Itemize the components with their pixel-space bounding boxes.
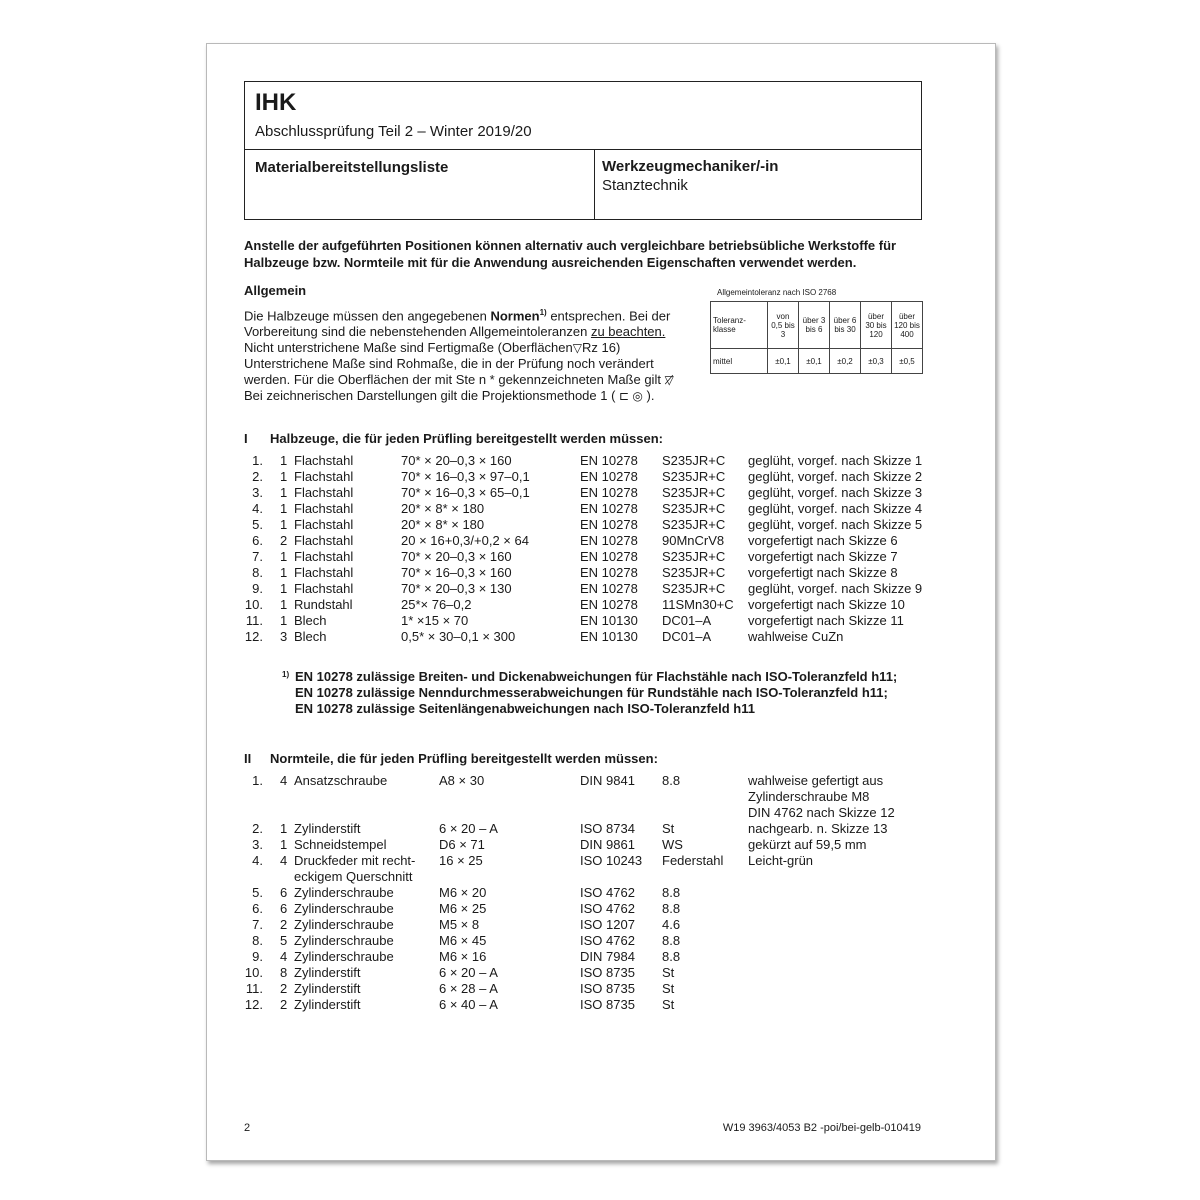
item-number: 12. (244, 629, 263, 644)
tolerance-value: ±0,1 (768, 349, 799, 374)
item-dimension: 0,5* × 30–0,1 × 300 (401, 629, 516, 644)
tolerance-value: ±0,1 (799, 349, 830, 374)
projection-method-icon: ⊏ ◎ (619, 389, 643, 404)
tolerance-range: über 30 bis 120 (861, 302, 892, 349)
item-number: 8. (252, 933, 263, 948)
item-name: Flachstahl (294, 485, 354, 500)
profession: Werkzeugmechaniker/-in (602, 158, 779, 175)
item-norm: EN 10278 (580, 453, 638, 468)
item-note: vorgefertigt nach Skizze 7 (748, 549, 898, 564)
item-norm: EN 10278 (580, 549, 638, 564)
item-dimension: 6 × 28 – A (439, 981, 498, 996)
item-material: 8.8 (662, 773, 681, 788)
item-dimension: 6 × 20 – A (439, 965, 498, 980)
item-dimension: M6 × 16 (439, 949, 487, 964)
item-norm: EN 10130 (580, 613, 638, 628)
item-name: Flachstahl (294, 469, 354, 484)
item-material: St (662, 821, 675, 836)
item-number: 2. (252, 469, 263, 484)
item-quantity: 6 (280, 901, 288, 916)
item-dimension: 1* ×15 × 70 (401, 613, 469, 628)
item-quantity: 2 (280, 533, 288, 548)
item-quantity: 1 (280, 565, 288, 580)
item-norm: ISO 8735 (580, 965, 635, 980)
item-note: nachgearb. n. Skizze 13 (748, 821, 888, 836)
item-material: St (662, 981, 675, 996)
header-divider (245, 149, 921, 150)
item-norm: EN 10278 (580, 597, 638, 612)
surface-symbol-icon: ▽ (572, 341, 582, 356)
item-number: 7. (252, 917, 263, 932)
general-line-5: werden. Für die Oberflächen der mit Ste n * gekennzeichneten Maße gilt ▽̸ (244, 372, 674, 388)
item-number: 10. (244, 965, 263, 980)
item-name: Zylinderschraube (294, 917, 394, 932)
item-dimension: M6 × 25 (439, 901, 487, 916)
item-note: wahlweise gefertigt aus (748, 773, 884, 788)
item-norm: EN 10278 (580, 501, 638, 516)
item-note-continued: DIN 4762 nach Skizze 12 (748, 805, 895, 820)
item-quantity: 1 (280, 821, 288, 836)
item-name: Flachstahl (294, 517, 354, 532)
item-quantity: 2 (280, 917, 288, 932)
general-line-4: Unterstrichene Maße sind Rohmaße, die in der Prüfung noch verändert (244, 356, 654, 372)
item-number: 7. (252, 549, 263, 564)
tolerance-value: ±0,2 (830, 349, 861, 374)
item-note: geglüht, vorgef. nach Skizze 5 (748, 517, 923, 532)
item-number: 3. (252, 837, 263, 852)
item-quantity: 1 (280, 501, 288, 516)
item-norm: ISO 4762 (580, 933, 635, 948)
item-number: 3. (252, 485, 263, 500)
item-material: 8.8 (662, 885, 681, 900)
item-note: vorgefertigt nach Skizze 8 (748, 565, 898, 580)
item-dimension: D6 × 71 (439, 837, 485, 852)
item-name: Flachstahl (294, 549, 354, 564)
general-line-6: Bei zeichnerischen Darstellungen gilt die Projektionsmethode 1 ( ⊏ ◎ ). (244, 388, 655, 404)
item-quantity: 4 (280, 773, 288, 788)
tolerance-value: ±0,5 (892, 349, 923, 374)
item-number: 11. (245, 613, 263, 628)
surface-any-icon: ▽̸ (664, 373, 674, 388)
item-number: 4. (252, 853, 263, 868)
item-dimension: 70* × 20–0,3 × 160 (401, 549, 512, 564)
item-quantity: 1 (280, 469, 288, 484)
item-number: 6. (252, 901, 263, 916)
item-name: Zylinderschraube (294, 901, 394, 916)
item-note: geglüht, vorgef. nach Skizze 3 (748, 485, 923, 500)
item-quantity: 1 (280, 485, 288, 500)
item-number: 9. (252, 949, 263, 964)
item-dimension: 70* × 16–0,3 × 97–0,1 (401, 469, 530, 484)
item-quantity: 1 (280, 453, 288, 468)
item-dimension: M5 × 8 (439, 917, 480, 932)
item-note: Leicht-grün (748, 853, 814, 868)
tolerance-table (710, 301, 923, 374)
item-name: Flachstahl (294, 581, 354, 596)
page-title: IHK (255, 89, 297, 116)
document-page: IHK Abschlussprüfung Teil 2 – Winter 2019/20 Materialbereitstellungsliste Werkzeugmechaniker/-in Stanztechnik Anstelle der aufgeführten Positionen können alternativ auch vergleichbare betriebsübliche Werkstoffe für Halbzeuge bzw. Normteile mit für die Anwendung ausreichenden Eigenschaften verwendet werden. Allgemein Die Halbzeuge müssen den angegebenen Normen$^{1)}$ entsprechen. Bei der Vorbereitung sind die nebenstehenden Allgemeintoleranzen zu beachten. Nicht unterstrichene Maße sind Fertigmaße (Oberflächen▽Rz 16) Unterstrichene Maße sind Rohmaße, die in der Prüfung noch verändert werden. Für die Oberflächen der mit Ste n * gekennzeichneten Maße gilt ▽̸ Bei zeichnerischen Darstellungen gilt die Projektionsmethode 1 ( ⊏ ◎ ). Allgemeintoleranz nach ISO 2768 Toleranz-klasse von 0,5 bis 3 über 3 bis 6 über 6 bis 30 über 30 bis 120 über 120 bis 400 mittel ±0,1 ±0,1 ±0,2 ±0,3 ±0,5 I Halbzeuge, die für jeden Prüfling bereitgestellt werden müssen: 1. 1 Flachstahl 70* × 20–0,3 × 160 EN 10278 S235JR+C geglüht, vorgef. nach Skizze 1 2. 1 Flachstahl 70* × 16–0,3 × 97–0,1 EN 10278 S235JR+C geglüht, vorgef. nach Skizze 2 3. 1 Flachstahl 70* × 16–0,3 × 65–0,1 EN 10278 S235JR+C geglüht, vorgef. nach Skizze 3 4. 1 Flachstahl 20* × 8* × 180 EN 10278 S235JR+C geglüht, vorgef. nach Skizze 4 5. 1 Flachstahl 20* × 8* × 180 EN 10278 S235JR+C geglüht, vorgef. nach Skizze 5 6. 2 Flachstahl 20 × 16+0,3/+0,2 × 64 EN 10278 90MnCrV8 vorgefertigt nach Skizze 6 7. 1 Flachstahl 70* × 20–0,3 × 160 EN 10278 S235JR+C vorgefertigt nach Skizze 7 8. 1 Flachstahl 70* × 16–0,3 × 160 EN 10278 S235JR+C vorgefertigt nach Skizze 8 9. 1 Flachstahl 70* × 20–0,3 × 130 EN 10278 S235JR+C geglüht, vorgef. nach Skizze 9 10. 1 Rundstahl 25*× 76–0,2 EN 10278 11SMn30+C vorgefertigt nach Skizze 10 11. 1 Blech 1* ×15 × 70 EN 10130 DC01–A vorgefertigt nach Skizze 11 12. 3 Blech 0,5* × 30–0,1 × 300 EN 10130 DC01–A wahlweise CuZn 1) EN 10278 zulässige Breiten- und Dickenabweichungen für Flachstähle nach ISO-Toleranzfeld h11; EN 10278 zulässige Nenndurchmesserabweichungen für Rundstähle nach ISO-Toleranzfeld h11; EN 10278 zulässige Seitenlängenabweichungen nach ISO-Toleranzfeld h11 II Normteile, die für jeden Prüfling bereitgestellt werden müssen: 1. 4 Ansatzschraube A8 × 30 DIN 9841 8.8 wahlweise gefertigt aus Zylinderschraube M8 DIN 4762 nach Skizze 12 2. 1 Zylinderstift 6 × 20 – A ISO 8734 St nachgearb. n. Skizze 13 3. 1 Schneidstempel D6 × 71 DIN 9861 WS gekürzt auf 59,5 mm 4. 4 Druckfeder mit recht- 16 × 25 ISO 10243 Federstahl Leicht-grün eckigem Querschnitt 5. 6 Zylinderschraube M6 × 20 ISO 4762 8.8 6. 6 Zylinderschraube M6 × 25 ISO 4762 8.8 7. 2 Zylinderschraube M5 × 8 ISO 1207 4.6 8. 5 Zylinderschraube M6 × 45 ISO 4762 8.8 9. 4 Zylinderschraube M6 × 16 DIN 7984 8.8 10. 8 Zylinderstift 6 × 20 – A ISO 8735 St 11. 2 Zylinderstift 6 × 28 – A ISO 8735 St 12. 2 Zylinderstift 6 × 40 – A ISO 8735 St 2 W19 3963/4053 B2 -poi/bei-gelb-010419 (206, 43, 996, 1161)
document-code: W19 3963/4053 B2 -poi/bei-gelb-010419 (722, 1122, 921, 1134)
item-material: 90MnCrV8 (662, 533, 725, 548)
item-norm: ISO 8735 (580, 981, 635, 996)
item-material: St (662, 997, 675, 1012)
general-line-2: Vorbereitung sind die nebenstehenden Allgemeintoleranzen zu beachten. (244, 324, 666, 340)
item-dimension: A8 × 30 (439, 773, 485, 788)
item-name: Blech (294, 613, 327, 628)
general-heading: Allgemein (244, 283, 307, 298)
item-dimension: 16 × 25 (439, 853, 483, 868)
item-norm: DIN 9861 (580, 837, 635, 852)
item-name: Flachstahl (294, 501, 354, 516)
item-name: Rundstahl (294, 597, 353, 612)
item-name: Zylinderstift (294, 981, 361, 996)
item-material: 4.6 (662, 917, 681, 932)
tolerance-caption: Allgemeintoleranz nach ISO 2768 (717, 288, 837, 297)
item-quantity: 1 (280, 837, 288, 852)
item-dimension: 20* × 8* × 180 (401, 501, 485, 516)
item-norm: ISO 10243 (580, 853, 643, 868)
item-dimension: 70* × 20–0,3 × 130 (401, 581, 512, 596)
item-name: Druckfeder mit recht- (294, 853, 416, 868)
item-number: 11. (245, 981, 263, 996)
item-material: 8.8 (662, 933, 681, 948)
item-quantity: 4 (280, 853, 288, 868)
item-note: geglüht, vorgef. nach Skizze 2 (748, 469, 923, 484)
item-number: 12. (244, 997, 263, 1012)
item-note: wahlweise CuZn (748, 629, 844, 644)
item-dimension: 6 × 20 – A (439, 821, 498, 836)
item-name: Schneidstempel (294, 837, 387, 852)
item-material: DC01–A (662, 613, 712, 628)
item-note: gekürzt auf 59,5 mm (748, 837, 867, 852)
item-material: Federstahl (662, 853, 724, 868)
item-number: 2. (252, 821, 263, 836)
item-dimension: 70* × 20–0,3 × 160 (401, 453, 512, 468)
item-number: 1. (252, 773, 263, 788)
item-quantity: 6 (280, 885, 288, 900)
item-norm: EN 10278 (580, 485, 638, 500)
item-quantity: 2 (280, 981, 288, 996)
tolerance-value: ±0,3 (861, 349, 892, 374)
item-material: 8.8 (662, 901, 681, 916)
item-material: S235JR+C (662, 485, 726, 500)
item-name: Zylinderschraube (294, 933, 394, 948)
general-line-3: Nicht unterstrichene Maße sind Fertigmaße (Oberflächen▽Rz 16) (244, 340, 621, 356)
item-material: S235JR+C (662, 469, 726, 484)
item-name: Zylinderstift (294, 997, 361, 1012)
item-norm: ISO 8734 (580, 821, 635, 836)
exam-subtitle: Abschlussprüfung Teil 2 – Winter 2019/20 (255, 123, 532, 140)
intro-text: Anstelle der aufgeführten Positionen können alternativ auch vergleichbare betriebsübliche Werkstoffe für Halbzeuge bzw. Normteile mit für die Anwendung ausreichenden Eigenschaften verwendet werden. (244, 238, 897, 270)
item-quantity: 2 (280, 997, 288, 1012)
item-norm: EN 10130 (580, 629, 638, 644)
item-quantity: 4 (280, 949, 288, 964)
item-name-continued: eckigem Querschnitt (294, 869, 413, 884)
item-dimension: 20* × 8* × 180 (401, 517, 485, 532)
item-note: vorgefertigt nach Skizze 10 (748, 597, 905, 612)
item-number: 9. (252, 581, 263, 596)
item-name: Zylinderschraube (294, 949, 394, 964)
tolerance-range: über 3 bis 6 (799, 302, 830, 349)
item-material: St (662, 965, 675, 980)
item-name: Zylinderstift (294, 821, 361, 836)
item-dimension: 25*× 76–0,2 (401, 597, 472, 612)
item-material: S235JR+C (662, 549, 726, 564)
item-norm: EN 10278 (580, 469, 638, 484)
item-note-continued: Zylinderschraube M8 (748, 789, 870, 804)
item-name: Blech (294, 629, 327, 644)
footnote: 1) EN 10278 zulässige Breiten- und Dickenabweichungen für Flachstähle nach ISO-Toleranzfeld h11; EN 10278 zulässige Nenndurchmesserabweichungen für Rundstähle nach ISO-Toleranzfeld h11; EN 10278 zulässige Seitenlängenabweichungen nach ISO-Toleranzfeld h11 (282, 669, 898, 716)
item-number: 4. (252, 501, 263, 516)
header-box (244, 81, 922, 220)
item-number: 1. (252, 453, 263, 468)
item-norm: ISO 4762 (580, 901, 635, 916)
item-norm: EN 10278 (580, 533, 638, 548)
item-norm: EN 10278 (580, 517, 638, 532)
list-name: Materialbereitstellungsliste (255, 159, 449, 176)
item-quantity: 1 (280, 613, 288, 628)
specialization: Stanztechnik (602, 177, 688, 194)
tolerance-range: über 6 bis 30 (830, 302, 861, 349)
item-name: Zylinderschraube (294, 885, 394, 900)
item-number: 6. (252, 533, 263, 548)
item-norm: EN 10278 (580, 581, 638, 596)
item-dimension: 6 × 40 – A (439, 997, 498, 1012)
general-line-1: Die Halbzeuge müssen den angegebenen Normen$^{1)}$ entsprechen. Bei der (244, 308, 671, 324)
item-norm: DIN 7984 (580, 949, 635, 964)
item-number: 5. (252, 517, 263, 532)
item-name: Flachstahl (294, 533, 354, 548)
item-material: DC01–A (662, 629, 712, 644)
tolerance-range: von 0,5 bis 3 (768, 302, 799, 349)
item-note: geglüht, vorgef. nach Skizze 9 (748, 581, 923, 596)
item-name: Flachstahl (294, 565, 354, 580)
item-material: S235JR+C (662, 581, 726, 596)
item-quantity: 8 (280, 965, 288, 980)
item-material: 11SMn30+C (662, 597, 734, 612)
item-dimension: 70* × 16–0,3 × 160 (401, 565, 512, 580)
item-number: 10. (244, 597, 263, 612)
item-norm: ISO 8735 (580, 997, 635, 1012)
item-name: Zylinderstift (294, 965, 361, 980)
item-note: vorgefertigt nach Skizze 6 (748, 533, 898, 548)
item-dimension: 20 × 16+0,3/+0,2 × 64 (401, 533, 529, 548)
item-material: WS (662, 837, 683, 852)
item-number: 8. (252, 565, 263, 580)
item-note: geglüht, vorgef. nach Skizze 1 (748, 453, 923, 468)
item-material: S235JR+C (662, 517, 726, 532)
header-vertical-divider (594, 149, 595, 219)
tolerance-range: über 120 bis 400 (892, 302, 923, 349)
item-material: S235JR+C (662, 565, 726, 580)
item-norm: EN 10278 (580, 565, 638, 580)
item-material: S235JR+C (662, 453, 726, 468)
item-norm: ISO 1207 (580, 917, 635, 932)
item-quantity: 1 (280, 581, 288, 596)
item-norm: ISO 4762 (580, 885, 635, 900)
item-note: geglüht, vorgef. nach Skizze 4 (748, 501, 923, 516)
item-name: Ansatzschraube (294, 773, 388, 788)
item-quantity: 1 (280, 517, 288, 532)
item-quantity: 1 (280, 597, 288, 612)
item-note: vorgefertigt nach Skizze 11 (748, 613, 904, 628)
item-quantity: 5 (280, 933, 288, 948)
item-number: 5. (252, 885, 263, 900)
item-norm: DIN 9841 (580, 773, 635, 788)
item-material: S235JR+C (662, 501, 726, 516)
tolerance-class-label: Toleranz-klasse (711, 302, 768, 349)
item-material: 8.8 (662, 949, 681, 964)
item-dimension: 70* × 16–0,3 × 65–0,1 (401, 485, 530, 500)
item-dimension: M6 × 45 (439, 933, 487, 948)
page-number: 2 (244, 1122, 251, 1134)
item-quantity: 1 (280, 549, 288, 564)
item-name: Flachstahl (294, 453, 354, 468)
tolerance-row-label: mittel (711, 349, 768, 374)
item-dimension: M6 × 20 (439, 885, 487, 900)
item-quantity: 3 (280, 629, 288, 644)
general-text (244, 305, 714, 404)
